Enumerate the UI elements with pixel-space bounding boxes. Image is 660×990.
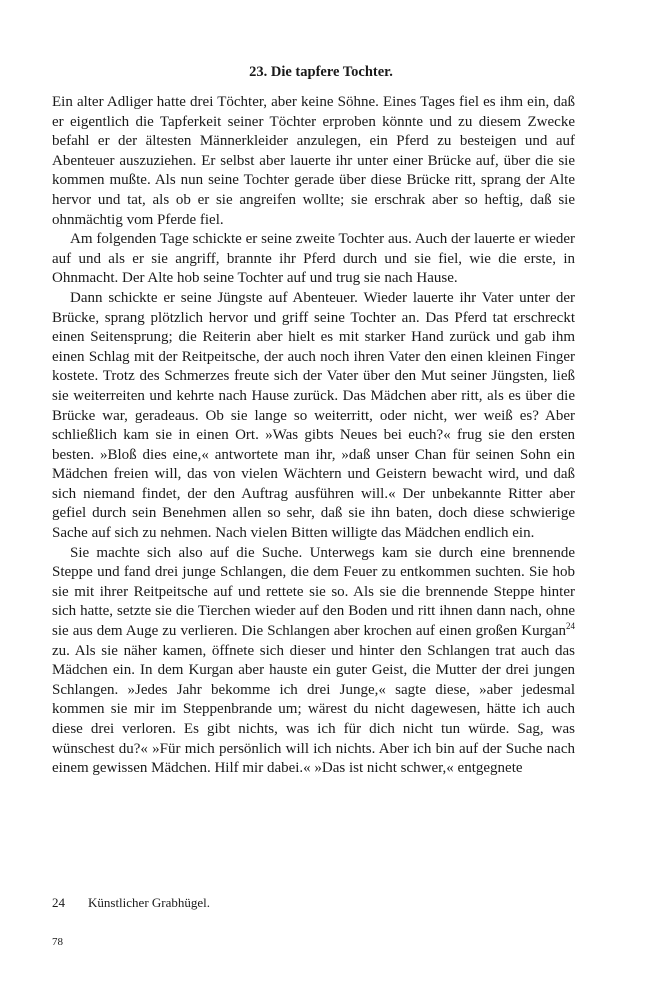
- paragraph-4-part-2: zu. Als sie näher kamen, öffnete sich dieser und hinter den Schlangen trat auch das Mädchen ein. In dem Kurgan aber hauste ein guter Geist, die Mutter der drei jungen Schlangen. »Jedes Jahr bekomme ich drei Junge,« sagte diese, »aber jedesmal kommen sie mir im Steppenbrande um; wärest du nicht dagewesen, hätte ich auch diese drei verloren. Es gibt nichts, was ich für dich nicht tun würde. Sag, was wünschest du?« »Für mich persönlich will ich nichts. Aber ich bin auf der Suche nach einem gewissen Mädchen. Hilf mir dabei.« »Das ist nicht schwer,« entgegnete: [52, 642, 575, 777]
- paragraph-3: Dann schickte er seine Jüngste auf Abenteuer. Wieder lauerte ihr Vater unter der Brücke, sprang plötzlich hervor und griff seine Tochter an. Das Pferd tat erschreckt einen Seitensprung; die Reiterin aber hielt es mit starker Hand zurück und gab ihm einen Schlag mit der Reitpeitsche, der auch noch ihren Vater den einen kleinen Finger kostete. Trotz des Schmerzes freute sich der Vater über den Mut seiner Jüngsten, ließ sie weiterreiten und kehrte nach Hause zurück. Das Mädchen aber ritt, als es über die Brücke war, geradeaus. Ob sie lange so weiterritt, oder nicht, wer weiß es? Aber schließlich kam sie in einen Ort. »Was gibts Neues bei euch?« frug sie den ersten besten. »Bloß dies eine,« antwortete man ihr, »daß unser Chan für seinen Sohn ein Mädchen freien will, das von vielen Wächtern und Geistern bewacht wird, und daß sich niemand findet, der den Auftrag ausführen will.« Der unbekannte Ritter aber gefiel durch sein Benehmen allen so sehr, daß sie ihn baten, doch diese schwierige Sache auf sich zu nehmen. Nach vielen Bitten willigte das Mädchen endlich ein.: [52, 289, 575, 542]
- body-text: [52, 93, 575, 779]
- page-number: 78: [52, 936, 63, 948]
- paragraph-4-part-1: Sie machte sich also auf die Suche. Unterwegs kam sie durch eine brennende Steppe und fand drei junge Schlangen, die dem Feuer zu entkommen suchten. Sie hob sie mit ihrer Reitpeitsche auf und rettete sie so. Als sie die brennende Steppe hinter sich hatte, setzte sie die Tierchen wieder auf den Boden und ritt ihnen dann nach, ohne sie aus dem Auge zu verlieren. Die Schlangen aber krochen auf einen großen Kurgan: [52, 544, 575, 640]
- footnote-reference[interactable]: 24: [566, 621, 575, 632]
- footnote: [52, 895, 210, 911]
- paragraph-2: Am folgenden Tage schickte er seine zweite Tochter aus. Auch der lauerte er wieder auf und als er sie angriff, brannte ihr Pferd durch und sie fiel, wie die erste, in Ohnmacht. Der Alte hob seine Tochter auf und trug sie nach Hause.: [52, 231, 575, 287]
- footnote-text: Künstlicher Grabhügel.: [88, 895, 211, 910]
- paragraph-1: Ein alter Adliger hatte drei Töchter, aber keine Söhne. Eines Tages fiel es ihm ein, daß er eigentlich die Tapferkeit seiner Töchter erproben könnte und zu diesem Zwecke befahl er der ältesten Männerkleider anzulegen, ein Pferd zu besteigen und auf Abenteuer auszuziehen. Er selbst aber lauerte ihr unter einer Brücke auf, über die sie kommen mußte. Als nun seine Tochter gerade über diese Brücke ritt, sprang der Alte hervor und tat, als ob er sie angreifen wollte; sie erschrak aber so heftig, daß sie ohnmächtig vom Pferde fiel.: [52, 94, 575, 228]
- footnote-number: 24: [52, 895, 65, 910]
- paragraph-4: [52, 544, 575, 779]
- chapter-title: 23. Die tapfere Tochter.: [249, 64, 393, 80]
